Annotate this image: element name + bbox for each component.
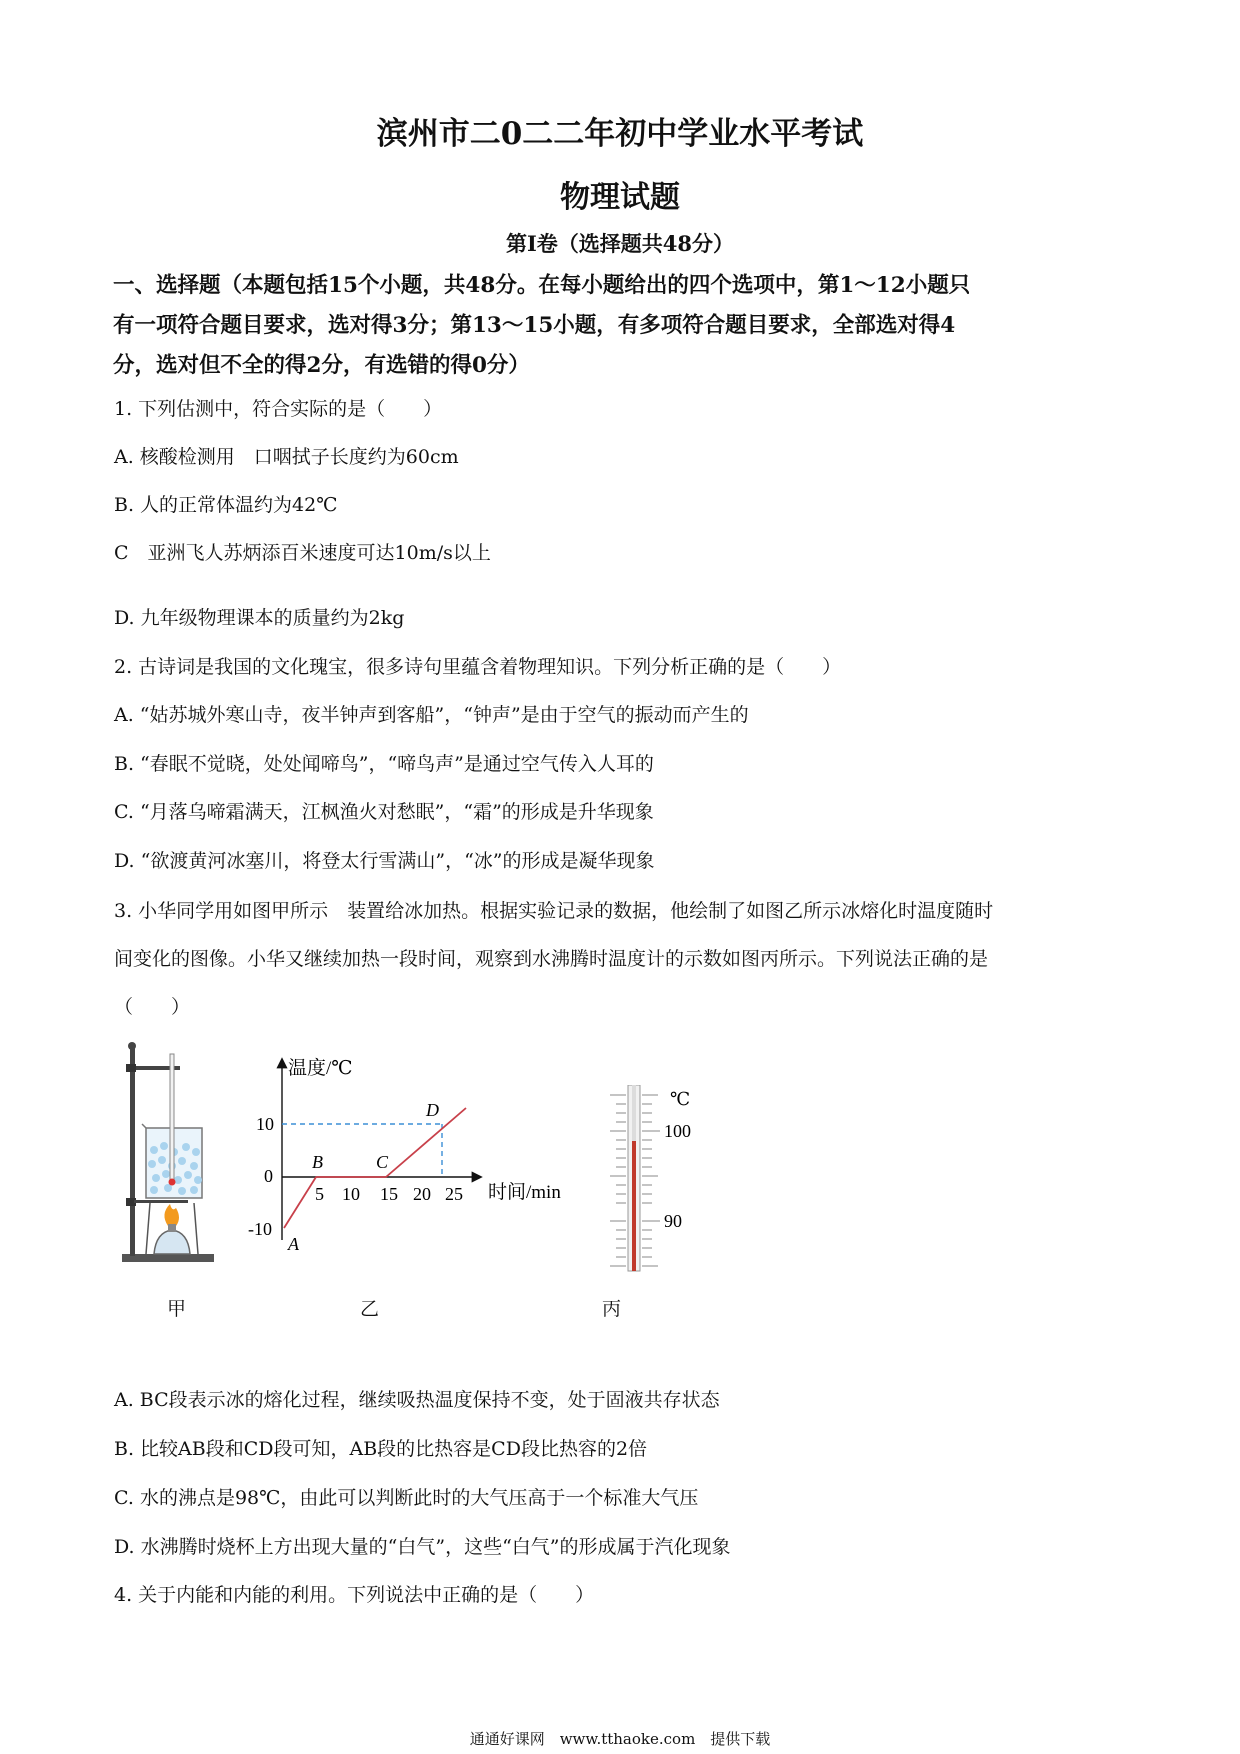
section-instruction-line1: 一、选择题（本题包括15个小题，共48分。在每小题给出的四个选项中，第1～12小题只 — [113, 273, 971, 298]
exam-title: 滨州市二0二二年初中学业水平考试 — [376, 116, 864, 152]
question-2-option-a: A. “姑苏城外寒山寺，夜半钟声到客船”，“钟声”是由于空气的振动而产生的 — [114, 704, 749, 726]
question-3-option-c: C. 水的沸点是98℃，由此可以判断此时的大气压高于一个标准大气压 — [114, 1487, 699, 1509]
question-1-option-c: C 亚洲飞人苏炳添百米速度可达10m/s以上 — [114, 542, 491, 564]
question-1-stem: 1. 下列估测中，符合实际的是（ ） — [114, 398, 443, 420]
x-tick-25: 25 — [445, 1184, 463, 1204]
section-instruction-line3: 分，选对但不全的得2分，有选错的得0分） — [113, 353, 530, 378]
thermometer-unit: ℃ — [670, 1089, 691, 1109]
volume-heading: 第Ⅰ卷（选择题共48分） — [505, 231, 735, 256]
question-4-stem: 4. 关于内能和内能的利用。下列说法中正确的是（ ） — [114, 1584, 595, 1606]
point-b-label: B — [312, 1152, 323, 1172]
question-3-option-b: B. 比较AB段和CD段可知，AB段的比热容是CD段比热容的2倍 — [114, 1438, 648, 1460]
page-footer: 通通好课网 www.tthaoke.com 提供下载 — [469, 1730, 771, 1748]
question-1-option-d: D. 九年级物理课本的质量约为2kg — [114, 607, 405, 629]
stand-base — [122, 1254, 214, 1262]
question-1-option-a: A. 核酸检测用 口咽拭子长度约为60cm — [114, 446, 459, 468]
stand-rod — [130, 1046, 135, 1256]
thermometer-label-100: 100 — [664, 1121, 691, 1141]
caption-bing: 丙 — [602, 1298, 622, 1320]
question-1-option-b: B. 人的正常体温约为42℃ — [114, 494, 338, 516]
x-tick-15: 15 — [380, 1184, 398, 1204]
question-3-stem-line1: 3. 小华同学用如图甲所示 装置给冰加热。根据实验记录的数据，他绘制了如图乙所示冰熔化时温度随时 — [114, 900, 994, 922]
thermometer-in-beaker — [170, 1054, 174, 1182]
thermometer-label-90: 90 — [664, 1211, 682, 1231]
question-2-option-d: D. “欲渡黄河冰塞川，将登太行雪满山”，“冰”的形成是凝华现象 — [114, 850, 655, 872]
question-3-option-d: D. 水沸腾时烧杯上方出现大量的“白气”，这些“白气”的形成属于汽化现象 — [114, 1536, 731, 1558]
question-3-stem-line2: 间变化的图像。小华又继续加热一段时间，观察到水沸腾时温度计的示数如图丙所示。下列说法正确的是 — [114, 948, 989, 970]
point-c-label: C — [376, 1152, 389, 1172]
figure-jia-apparatus — [110, 1040, 220, 1270]
subject-title: 物理试题 — [560, 180, 680, 215]
question-2-option-b: B. “春眠不觉晓，处处闻啼鸟”，“啼鸟声”是通过空气传入人耳的 — [114, 753, 654, 775]
x-tick-10: 10 — [342, 1184, 360, 1204]
point-a-label: A — [288, 1234, 299, 1254]
figure-bing-thermometer — [590, 1085, 730, 1275]
x-tick-5: 5 — [315, 1184, 324, 1204]
section-instruction-line2: 有一项符合题目要求，选对得3分；第13～15小题，有多项符合题目要求，全部选对得4 — [113, 313, 956, 338]
y-tick-10: 10 — [256, 1114, 274, 1134]
x-tick-20: 20 — [413, 1184, 431, 1204]
question-2-stem: 2. 古诗词是我国的文化瑰宝，很多诗句里蕴含着物理知识。下列分析正确的是（ ） — [114, 656, 842, 678]
alcohol-lamp — [154, 1230, 190, 1254]
question-3-option-a: A. BC段表示冰的熔化过程，继续吸热温度保持不变，处于固液共存状态 — [114, 1389, 720, 1411]
y-axis-label: 温度/℃ — [288, 1058, 353, 1079]
caption-jia: 甲 — [167, 1298, 187, 1320]
thermometer-column — [632, 1141, 636, 1271]
question-3-stem-line3: （ ） — [114, 996, 191, 1018]
segment-ab — [284, 1177, 316, 1228]
flame — [164, 1204, 179, 1226]
point-d-label: D — [426, 1100, 439, 1120]
ring-support — [134, 1200, 188, 1203]
y-tick-neg10: -10 — [248, 1219, 272, 1239]
caption-yi: 乙 — [360, 1298, 380, 1320]
question-2-option-c: C. “月落乌啼霜满天，江枫渔火对愁眠”，“霜”的形成是升华现象 — [114, 801, 654, 823]
y-tick-0: 0 — [264, 1166, 273, 1186]
x-axis-label: 时间/min — [488, 1182, 561, 1203]
figure-yi-graph — [240, 1050, 570, 1260]
